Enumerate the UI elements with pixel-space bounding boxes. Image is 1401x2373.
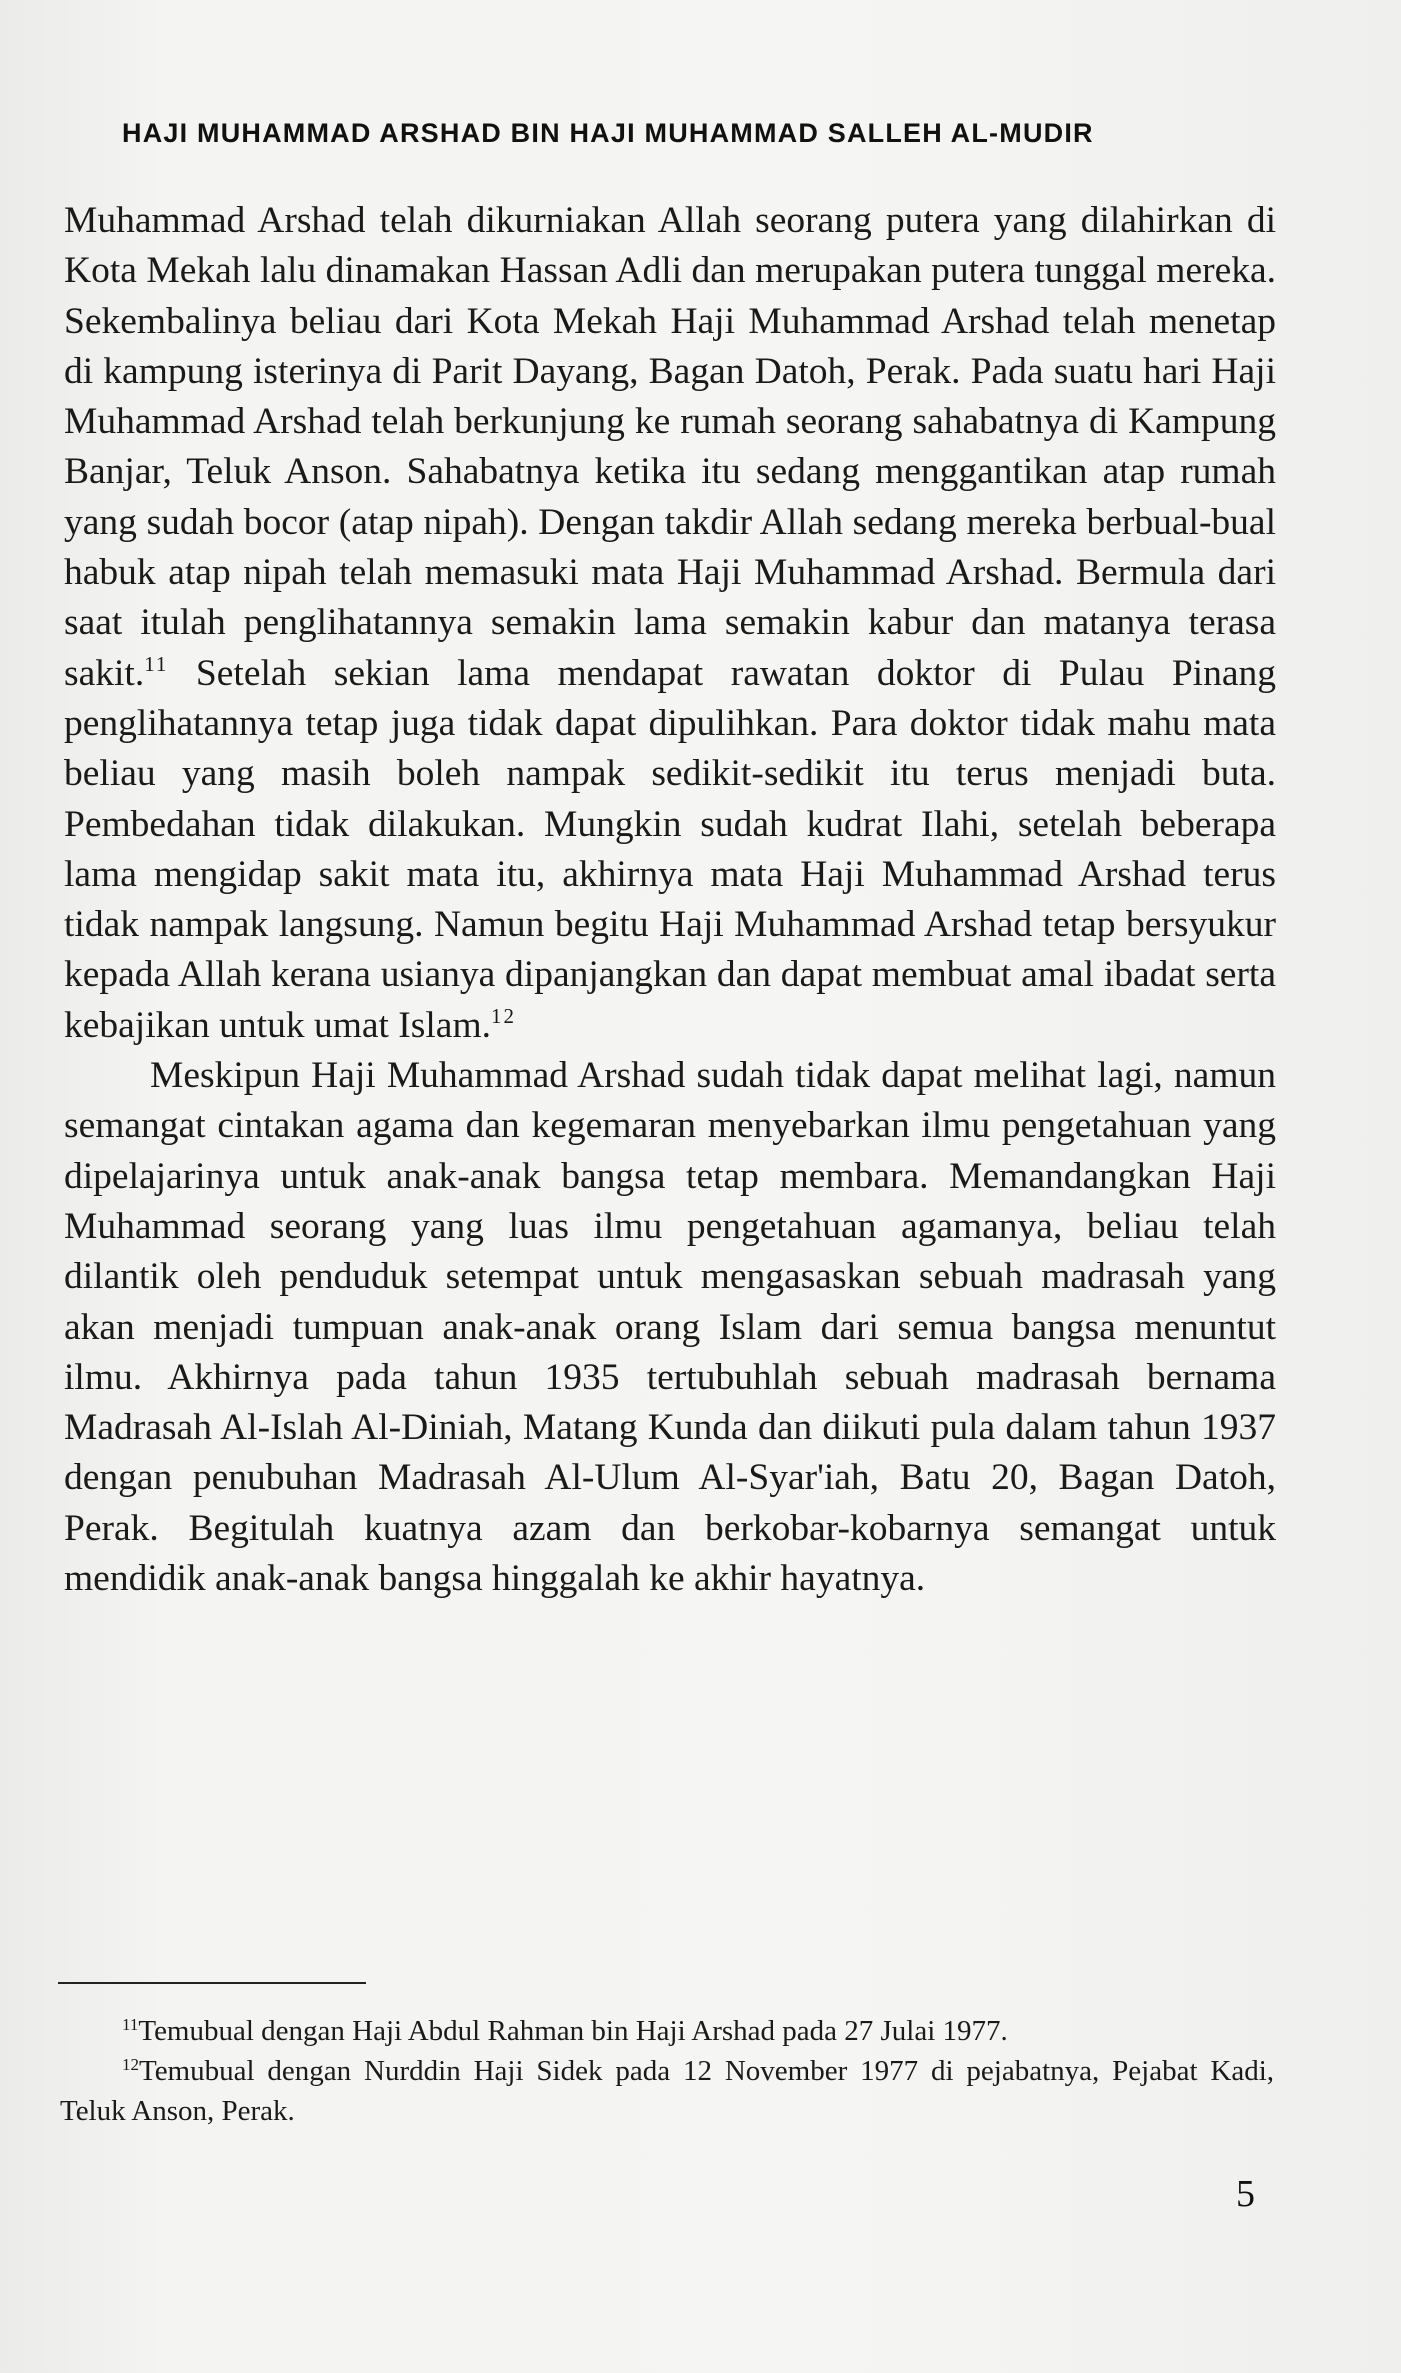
page-number: 5 xyxy=(1236,2173,1255,2215)
paragraph-1-part-1: Muhammad Arshad telah dikurniakan Allah seorang putera yang dilahirkan di Kota Mekah lalu dinamakan Hassan Adli dan merupakan putera tunggal mereka. Sekembalinya beliau dari Kota Mekah Haji Muhammad Arshad telah menetap di kampung isterinya di Parit Dayang, Bagan Datoh, Perak. Pada suatu hari Haji Muhammad Arshad telah berkunjung ke rumah seorang sahabatnya di Kampung Banjar, Teluk Anson. Sahabatnya ketika itu sedang menggantikan atap rumah yang sudah bocor (atap nipah). Dengan takdir Allah sedang mereka berbual-bual habuk atap nipah telah memasuki mata Haji Muhammad Arshad. Bermula dari saat itulah penglihatannya semakin lama semakin kabur dan matanya terasa sakit. xyxy=(64,200,1276,694)
footnote-11 xyxy=(60,2011,1274,2051)
footnote-12 xyxy=(60,2051,1274,2131)
paragraph-1-part-2: Setelah sekian lama mendapat rawatan doktor di Pulau Pinang penglihatannya tetap juga tidak dapat dipulihkan. Para doktor tidak mahu mata beliau yang masih boleh nampak sedikit-sedikit itu terus menjadi buta. Pembedahan tidak dilakukan. Mungkin sudah kudrat Ilahi, setelah beberapa lama mengidap sakit mata itu, akhirnya mata Haji Muhammad Arshad terus tidak nampak langsung. Namun begitu Haji Muhammad Arshad tetap bersyukur kepada Allah kerana usianya dipanjangkan dan dapat membuat amal ibadat serta kebajikan untuk umat Islam. xyxy=(64,652,1276,1046)
footnote-text: Temubual dengan Nurddin Haji Sidek pada 12 November 1977 di pejabatnya, Pejabat Kadi, Teluk Anson, Perak. xyxy=(60,2055,1274,2127)
paragraph-1 xyxy=(64,196,1276,1051)
footnote-number: 11 xyxy=(122,2015,139,2034)
paragraph-2: Meskipun Haji Muhammad Arshad sudah tidak dapat melihat lagi, namun semangat cintakan agama dan kegemaran menyebarkan ilmu pengetahuan yang dipelajarinya untuk anak-anak bangsa tetap membara. Memandangkan Haji Muhammad seorang yang luas ilmu pengetahuan agamanya, beliau telah dilantik oleh penduduk setempat untuk mengasaskan sebuah madrasah yang akan menjadi tumpuan anak-anak orang Islam dari semua bangsa menuntut ilmu. Akhirnya pada tahun 1935 tertubuhlah sebuah madrasah bernama Madrasah Al-Islah Al-Diniah, Matang Kunda dan diikuti pula dalam tahun 1937 dengan penubuhan Madrasah Al-Ulum Al-Syar'iah, Batu 20, Bagan Datoh, Perak. Begitulah kuatnya azam dan berkobar-kobarnya semangat untuk mendidik anak-anak bangsa hinggalah ke akhir hayatnya. xyxy=(64,1055,1276,1600)
footnote-text: Temubual dengan Haji Abdul Rahman bin Haji Arshad pada 27 Julai 1977. xyxy=(138,2015,1008,2047)
footnote-ref-11: 11 xyxy=(144,651,169,676)
running-header: HAJI MUHAMMAD ARSHAD BIN HAJI MUHAMMAD SALLEH AL-MUDIR xyxy=(122,118,1094,148)
footnote-divider xyxy=(58,1982,366,1984)
footnotes xyxy=(60,2011,1274,2131)
footnote-ref-12: 12 xyxy=(490,1003,516,1028)
footnote-number: 12 xyxy=(122,2055,139,2074)
main-text xyxy=(64,196,1276,1604)
